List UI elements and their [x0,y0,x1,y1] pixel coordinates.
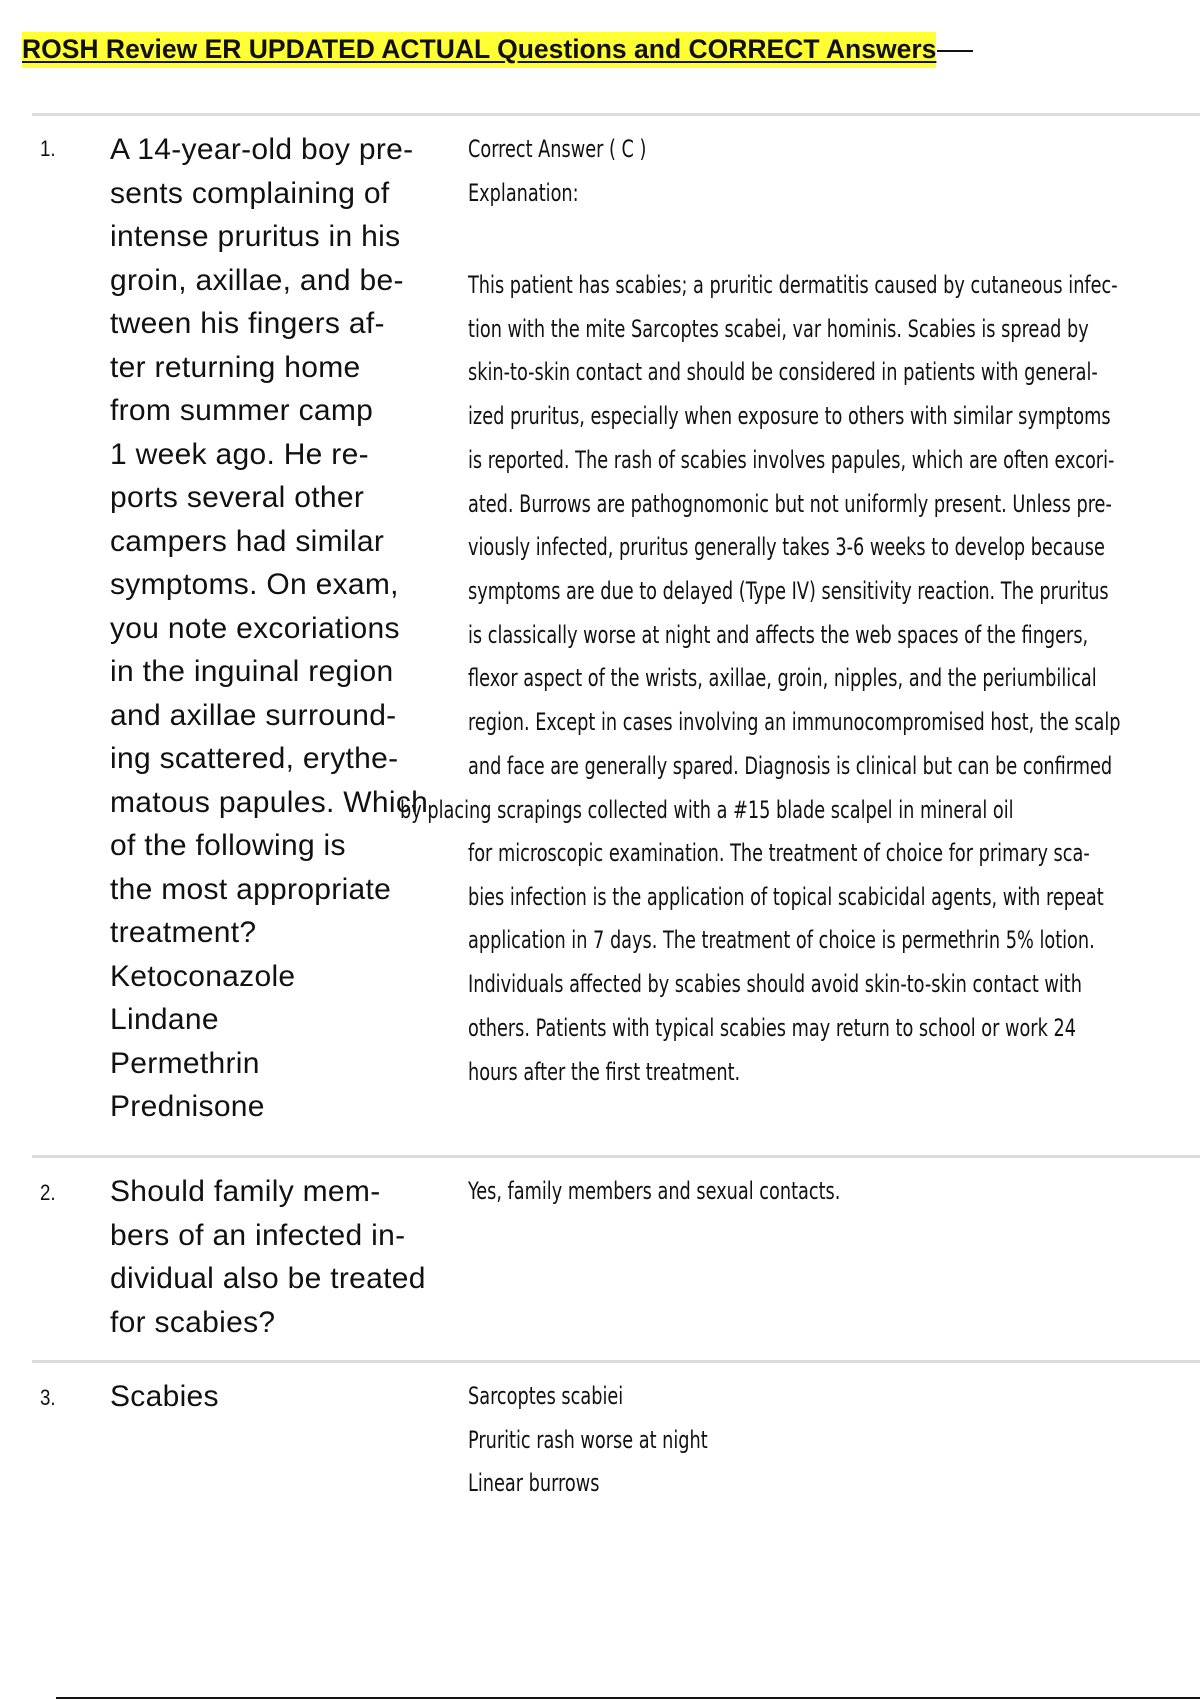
answer-line: symptoms are due to delayed (Type IV) sensitivity reaction. The pruritus [468,576,1109,605]
question-line: and axillae surround- [110,698,397,732]
question-text [110,1375,460,1419]
answer-line: for microscopic examination. The treatment of choice for primary sca- [468,839,1090,867]
answer-text [468,1170,922,1214]
question-line: ing scattered, erythe- [110,742,399,775]
answer-line: Correct Answer ( C ) [468,135,647,163]
footer-rule [56,1697,1200,1699]
answer-line: by placing scrapings collected with a #15 blade scalpel in mineral oil [400,796,1014,824]
question-line: campers had similar [110,524,385,558]
answer-line: Pruritic rash worse at night [468,1425,708,1454]
answer-line: Explanation: [468,178,579,207]
question-line: treatment? [110,916,257,949]
question-number: 2. [40,1180,56,1205]
answer-line: viously infected, pruritus generally takes 3-6 weeks to develop because [468,533,1105,562]
question-line: Scabies [110,1380,219,1413]
answer-line: ated. Burrows are pathognomonic but not uniformly present. Unless pre- [468,489,1112,518]
answer-wide-line [400,789,1148,833]
question-line: intense pruritus in his [110,220,401,253]
question-line: Lindane [110,1003,219,1036]
flashcard-3 [0,1363,1200,1563]
question-line: bers of an infected in- [110,1218,406,1252]
page-title-text: ROSH Review ER UPDATED ACTUAL Questions and CORRECT Answers [22,32,936,68]
question-line: the most appropriate [110,872,392,906]
answer-line: flexor aspect of the wrists, axillae, groin, nipples, and the periumbilical [468,664,1097,693]
question-line: Permethrin [110,1046,260,1080]
question-line: symptoms. On exam, [110,568,399,601]
question-line: you note excoriations [110,611,400,645]
title-dash [937,50,973,52]
question-line: for scabies? [110,1305,276,1339]
answer-line: is reported. The rash of scabies involves papules, which are often excori- [468,445,1115,474]
answer-line: hours after the first treatment. [468,1057,741,1086]
answer-line: Yes, family members and sexual contacts. [468,1177,841,1205]
flashcard-2 [0,1158,1200,1358]
question-text [110,128,460,1129]
question-line: Should family mem- [110,1175,381,1208]
question-number: 3. [40,1385,56,1410]
answer-line: skin-to-skin contact and should be considered in patients with general- [468,358,1098,387]
answer-line: and face are generally spared. Diagnosis is clinical but can be confirmed [468,751,1113,780]
question-line: ports several other [110,481,365,514]
answer-line: Individuals affected by scabies should avoid skin-to-skin contact with [468,970,1082,999]
question-line: in the inguinal region [110,655,394,688]
answer-line: Sarcoptes scabiei [468,1382,624,1410]
answer-line: tion with the mite Sarcoptes scabei, var hominis. Scabies is spread by [468,314,1089,343]
question-number: 1. [40,136,56,161]
answer-explanation [468,264,1200,788]
answer-text [468,1375,760,1506]
question-line: sents complaining of [110,176,390,210]
question-line: groin, axillae, and be- [110,263,404,297]
flashcard-1 [0,116,1200,1156]
question-line: 1 week ago. He re- [110,437,369,471]
question-text [110,1170,460,1344]
question-line: matous papules. Which [110,785,429,819]
answer-line: application in 7 days. The treatment of choice is permethrin 5% lotion. [468,926,1095,955]
question-line: Ketoconazole [110,959,296,993]
answer-line: ized pruritus, especially when exposure to others with similar symptoms [468,402,1111,431]
answer-line: This patient has scabies; a pruritic dermatitis caused by cutaneous infec- [468,271,1118,299]
answer-explanation-continued [468,832,1200,1094]
answer-line: Linear burrows [468,1469,600,1498]
question-line: of the following is [110,829,346,862]
answer-line: region. Except in cases involving an immunocompromised host, the scalp [468,708,1121,737]
answer-line: bies infection is the application of topical scabicidal agents, with repeat [468,882,1104,911]
answer-line: others. Patients with typical scabies may return to school or work 24 [468,1013,1076,1042]
question-line: dividual also be treated [110,1262,426,1295]
question-line: ter returning home [110,350,361,384]
answer-line: is classically worse at night and affects the web spaces of the fingers, [468,620,1089,649]
question-line: from summer camp [110,394,374,427]
question-line: tween his fingers af- [110,307,385,340]
page-title [22,36,973,63]
question-line: A 14-year-old boy pre- [110,133,414,166]
question-line: Prednisone [110,1090,265,1123]
answer-header [468,128,686,215]
